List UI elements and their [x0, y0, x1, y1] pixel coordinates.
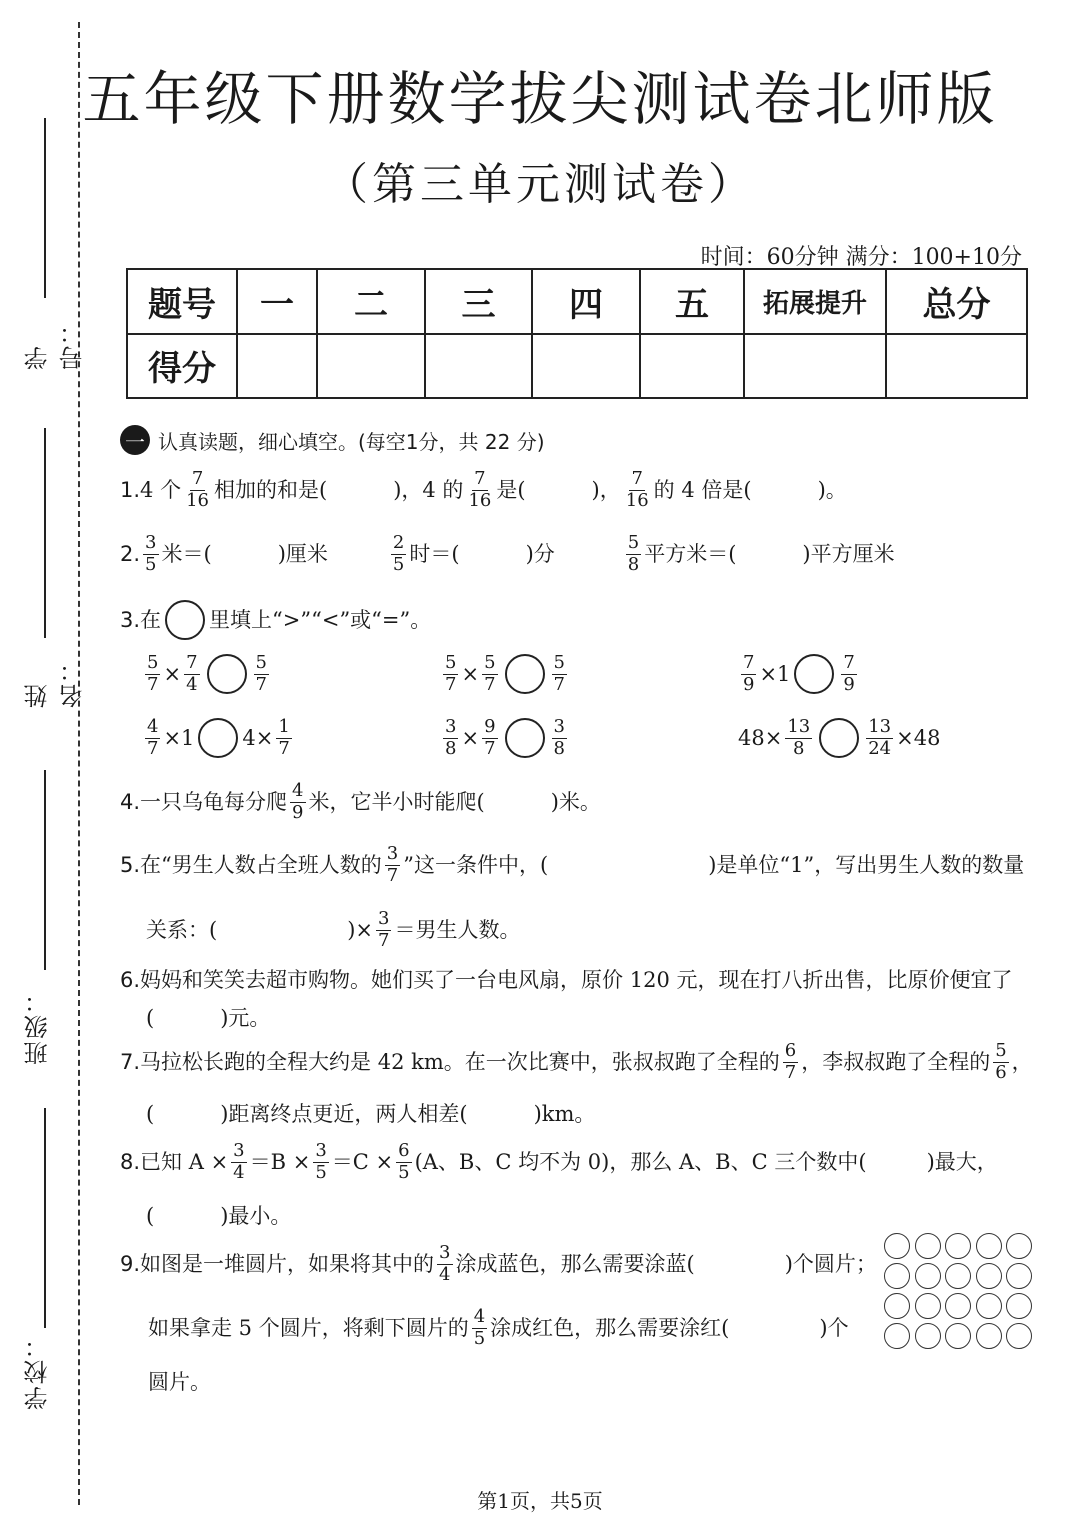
- denominator: 5: [145, 553, 157, 575]
- disc: [915, 1233, 941, 1259]
- q-text: )元。: [220, 1006, 271, 1030]
- question-number: 2.: [120, 541, 141, 566]
- denominator: 7: [255, 673, 267, 695]
- score-header-cell: 二: [317, 269, 425, 334]
- q-text: 圆片。: [148, 1370, 211, 1394]
- disc: [1006, 1233, 1032, 1259]
- compare-item: [142, 718, 295, 759]
- q-text: )。: [817, 477, 847, 502]
- question-4: [120, 782, 601, 823]
- denominator: 16: [625, 489, 649, 511]
- question-number: 9.: [120, 1251, 141, 1276]
- question-1: [120, 470, 847, 511]
- numerator: 2: [392, 532, 405, 553]
- fraction: [552, 718, 567, 759]
- student-id-label: 学号：: [24, 318, 87, 370]
- question-number: 5.: [120, 852, 141, 877]
- q-text: )距离终点更近，两人相差(: [220, 1102, 468, 1126]
- numerator: 5: [553, 652, 565, 673]
- denominator: 4: [439, 1263, 451, 1285]
- score-input-cell[interactable]: [886, 334, 1027, 399]
- operator: 48×: [738, 725, 783, 750]
- school-label: 学校：: [24, 1332, 52, 1410]
- operator: 4×: [242, 725, 274, 750]
- numerator: 4: [473, 1306, 486, 1327]
- compare-circle: [165, 600, 205, 640]
- numerator: 5: [147, 652, 159, 673]
- question-number: 7.: [120, 1049, 141, 1074]
- q-text: )是单位“1”，写出男生人数的数量: [708, 852, 1025, 877]
- question-5-line2: [146, 910, 520, 951]
- score-table-score-row: [127, 334, 1027, 399]
- q-text: 妈妈和笑笑去超市购物。她们买了一台电风扇，原价 120 元，现在打八折出售，比原价便宜了: [140, 968, 1013, 992]
- q-text: )，4 的: [393, 477, 464, 502]
- question-9: [120, 1244, 877, 1285]
- numerator: 5: [627, 532, 640, 553]
- operator: ×: [461, 661, 480, 686]
- fraction: [396, 1142, 411, 1183]
- disc: [884, 1293, 910, 1319]
- q-text: 一只乌龟每分爬: [140, 789, 288, 814]
- score-table-header-row: [127, 269, 1027, 334]
- numerator: 13: [787, 716, 811, 737]
- numerator: 9: [484, 716, 496, 737]
- q-text: (A、B、C 均不为 0)，那么 A、B、C 三个数中(: [414, 1149, 867, 1174]
- compare-item: [738, 718, 940, 759]
- fraction: [385, 845, 400, 886]
- numerator: 1: [278, 716, 290, 737]
- score-header-cell: 拓展提升: [744, 269, 886, 334]
- denominator: 7: [147, 737, 159, 759]
- section-heading: [120, 425, 545, 455]
- page-title: 五年级下册数学拔尖测试卷北师版: [82, 65, 998, 133]
- numerator: 7: [474, 468, 486, 489]
- denominator: 24: [868, 737, 892, 759]
- numerator: 7: [191, 468, 204, 489]
- q-text: )×: [347, 917, 373, 942]
- denominator: 16: [468, 489, 492, 511]
- q-text: (: [146, 1102, 155, 1126]
- question-number: 3.: [120, 607, 141, 632]
- q-text: )平方厘米: [802, 541, 895, 566]
- disc: [1006, 1263, 1032, 1289]
- fraction: [231, 1142, 246, 1183]
- disc: [1006, 1293, 1032, 1319]
- q-text: 相加的和是(: [214, 477, 328, 502]
- disc: [945, 1233, 971, 1259]
- denominator: 8: [553, 737, 565, 759]
- denominator: 9: [292, 801, 304, 823]
- fraction: [472, 1308, 487, 1349]
- q-text: )分: [525, 541, 555, 566]
- fraction: [482, 654, 497, 695]
- numerator: 3: [233, 1140, 245, 1161]
- disc: [915, 1293, 941, 1319]
- q-text: )米。: [550, 789, 601, 814]
- fraction: [443, 718, 458, 759]
- fraction: [145, 718, 160, 759]
- question-number: 4.: [120, 789, 141, 814]
- numerator: 3: [315, 1140, 327, 1161]
- name-line: [44, 428, 46, 638]
- disc: [884, 1233, 910, 1259]
- score-header-cell: 一: [237, 269, 317, 334]
- question-9-line3: [148, 1372, 211, 1393]
- operator: ×: [461, 725, 480, 750]
- denominator: 9: [843, 673, 855, 695]
- question-7: [120, 1042, 1033, 1083]
- q-text: (: [146, 1204, 155, 1228]
- q-text: 里填上“>”“<”或“=”。: [209, 607, 432, 632]
- fraction: [391, 534, 406, 575]
- fraction: [466, 470, 493, 511]
- numerator: 7: [631, 468, 643, 489]
- question-6-line2: [146, 1008, 270, 1029]
- question-8-line2: [146, 1206, 291, 1227]
- question-number: 8.: [120, 1149, 141, 1174]
- denominator: 7: [445, 673, 457, 695]
- school-line: [44, 1108, 46, 1328]
- numerator: 13: [868, 716, 892, 737]
- q-text: 是(: [496, 477, 526, 502]
- q-text: 米＝(: [161, 541, 212, 566]
- disc: [915, 1323, 941, 1349]
- q-text: ”这一条件中，(: [403, 852, 549, 877]
- q-text: 时＝(: [409, 541, 460, 566]
- denominator: 5: [315, 1161, 327, 1183]
- q-text: 如果拿走 5 个圆片，将剩下圆片的: [148, 1315, 469, 1340]
- fraction: [184, 470, 211, 511]
- section-badge: 一: [120, 425, 150, 455]
- fraction: [313, 1142, 328, 1183]
- score-header-cell: 五: [640, 269, 744, 334]
- numerator: 5: [995, 1040, 1007, 1061]
- q-text: ＝男生人数。: [394, 917, 521, 942]
- disc: [945, 1263, 971, 1289]
- fraction: [841, 654, 856, 695]
- question-8: [120, 1142, 998, 1183]
- q-text: )厘米: [277, 541, 328, 566]
- exam-meta: 时间：60分钟 满分：100+10分: [700, 245, 1022, 270]
- compare-item: [440, 718, 570, 759]
- denominator: 7: [278, 737, 290, 759]
- class-line: [44, 770, 46, 970]
- score-table: [126, 268, 1028, 399]
- fraction: [290, 782, 305, 823]
- fraction: [443, 654, 458, 695]
- score-input-cell[interactable]: [640, 334, 744, 399]
- operator: ×48: [896, 725, 941, 750]
- q-text: 已知 A ×: [140, 1149, 229, 1174]
- denominator: 5: [473, 1327, 486, 1349]
- score-header-cell: 总分: [886, 269, 1027, 334]
- denominator: 5: [398, 1161, 410, 1183]
- compare-circle[interactable]: [207, 654, 247, 694]
- fraction: [145, 654, 160, 695]
- disc-grid: [884, 1233, 1034, 1349]
- score-header-cell: 四: [532, 269, 640, 334]
- q-text: )最小。: [220, 1204, 292, 1228]
- question-3: [120, 600, 431, 640]
- q-text: 4 个: [140, 477, 182, 502]
- denominator: 6: [995, 1061, 1007, 1083]
- disc: [976, 1263, 1002, 1289]
- disc: [976, 1293, 1002, 1319]
- score-input-cell[interactable]: [237, 334, 317, 399]
- fraction: [866, 718, 893, 759]
- fraction: [785, 718, 812, 759]
- fraction: [783, 1042, 798, 1083]
- score-input-cell[interactable]: [425, 334, 532, 399]
- denominator: 4: [233, 1161, 245, 1183]
- page-footer: 第1页，共5页: [477, 1489, 603, 1513]
- denominator: 8: [627, 553, 640, 575]
- compare-item: [142, 654, 272, 695]
- fraction: [482, 718, 497, 759]
- denominator: 7: [784, 1061, 797, 1083]
- section-title: 认真读题，细心填空。(每空1分，共 22 分): [158, 429, 545, 454]
- operator: ×1: [163, 725, 195, 750]
- question-5: [120, 845, 1024, 886]
- operator: ×1: [759, 661, 791, 686]
- compare-circle[interactable]: [819, 718, 859, 758]
- q-text: (: [146, 1006, 155, 1030]
- fraction: [741, 654, 756, 695]
- denominator: 8: [445, 737, 457, 759]
- binding-dashed-line: [78, 22, 80, 1505]
- fraction: [993, 1042, 1008, 1083]
- denominator: 7: [553, 673, 565, 695]
- q-text: )最大，: [926, 1149, 998, 1174]
- q-text: 平方米＝(: [644, 541, 737, 566]
- fraction: [276, 718, 291, 759]
- denominator: 7: [484, 737, 496, 759]
- q-text: 涂成蓝色，那么需要涂蓝(: [455, 1251, 695, 1276]
- fraction: [552, 654, 567, 695]
- q-text: 涂成红色，那么需要涂红(: [490, 1315, 730, 1340]
- fraction: [254, 654, 269, 695]
- q-text: 马拉松长跑的全程大约是 42 km。在一次比赛中，张叔叔跑了全程的: [140, 1049, 780, 1074]
- disc: [976, 1233, 1002, 1259]
- disc: [884, 1323, 910, 1349]
- numerator: 3: [445, 716, 457, 737]
- q-text: ，: [1011, 1049, 1033, 1074]
- numerator: 3: [553, 716, 565, 737]
- compare-circle[interactable]: [505, 654, 545, 694]
- disc: [976, 1323, 1002, 1349]
- q-text: ，李叔叔跑了全程的: [801, 1049, 991, 1074]
- class-label: 班级：: [24, 987, 52, 1065]
- numerator: 5: [445, 652, 457, 673]
- score-input-cell[interactable]: [532, 334, 640, 399]
- denominator: 9: [743, 673, 755, 695]
- q-text: )个: [819, 1315, 849, 1340]
- operator: ×: [163, 661, 182, 686]
- q-text: 关系：(: [146, 917, 218, 942]
- disc: [915, 1263, 941, 1289]
- compare-item: [440, 654, 570, 695]
- q-text: )个圆片；: [784, 1251, 877, 1276]
- page-subtitle: （第三单元测试卷）: [324, 159, 756, 210]
- fraction: [624, 470, 651, 511]
- numerator: 6: [784, 1040, 797, 1061]
- fraction: [184, 654, 199, 695]
- fraction: [626, 534, 641, 575]
- question-6: [120, 970, 1012, 991]
- score-input-cell[interactable]: [317, 334, 425, 399]
- compare-circle[interactable]: [505, 718, 545, 758]
- numerator: 5: [255, 652, 267, 673]
- compare-circle[interactable]: [794, 654, 834, 694]
- score-row-label: 得分: [127, 334, 237, 399]
- fraction: [437, 1244, 452, 1285]
- score-header-cell: 三: [425, 269, 532, 334]
- numerator: 4: [292, 780, 304, 801]
- disc: [945, 1323, 971, 1349]
- question-2: [120, 534, 895, 575]
- q-text: ＝B ×: [249, 1149, 311, 1174]
- name-label: 姓名：: [24, 656, 87, 708]
- numerator: 5: [484, 652, 496, 673]
- numerator: 3: [378, 908, 390, 929]
- compare-item: [738, 654, 860, 695]
- q-text: 在: [140, 607, 162, 632]
- denominator: 8: [793, 737, 805, 759]
- denominator: 5: [392, 553, 405, 575]
- fraction: [376, 910, 391, 951]
- score-header-cell: 题号: [127, 269, 237, 334]
- q-text: ＝C ×: [331, 1149, 394, 1174]
- numerator: 7: [186, 652, 198, 673]
- disc: [945, 1293, 971, 1319]
- q-text: 如图是一堆圆片，如果将其中的: [140, 1251, 435, 1276]
- question-9-line2: [148, 1308, 849, 1349]
- q-text: 在“男生人数占全班人数的: [140, 852, 382, 877]
- denominator: 7: [484, 673, 496, 695]
- numerator: 7: [743, 652, 755, 673]
- numerator: 3: [439, 1242, 451, 1263]
- question-number: 1.: [120, 477, 141, 502]
- q-text: )km。: [533, 1102, 596, 1126]
- q-text: 的 4 倍是(: [653, 477, 752, 502]
- denominator: 16: [186, 489, 209, 511]
- score-input-cell[interactable]: [744, 334, 886, 399]
- disc: [1006, 1323, 1032, 1349]
- denominator: 4: [186, 673, 198, 695]
- compare-circle[interactable]: [198, 718, 238, 758]
- numerator: 3: [386, 843, 399, 864]
- numerator: 7: [843, 652, 855, 673]
- q-text: 米，它半小时能爬(: [308, 789, 485, 814]
- disc: [884, 1263, 910, 1289]
- question-7-line2: [146, 1104, 595, 1125]
- numerator: 4: [147, 716, 159, 737]
- question-number: 6.: [120, 968, 141, 992]
- fraction: [143, 534, 158, 575]
- numerator: 3: [145, 532, 157, 553]
- denominator: 7: [386, 864, 399, 886]
- denominator: 7: [378, 929, 390, 951]
- q-text: )，: [591, 477, 621, 502]
- numerator: 6: [398, 1140, 410, 1161]
- denominator: 7: [147, 673, 159, 695]
